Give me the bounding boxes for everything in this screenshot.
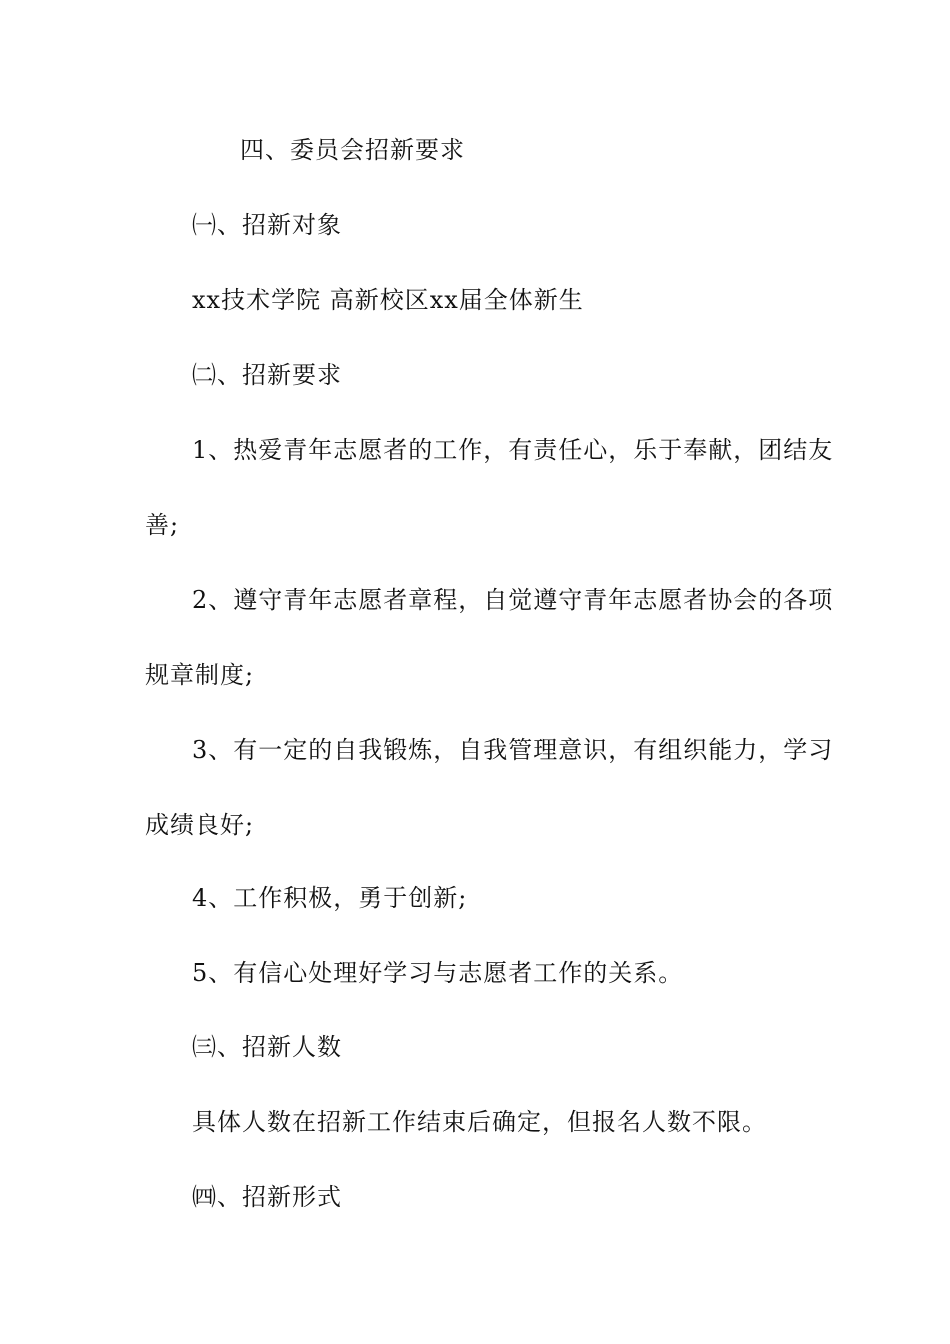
requirement-4: 4、工作积极，勇于创新; xyxy=(192,884,468,912)
requirement-5: 5、有信心处理好学习与志愿者工作的关系。 xyxy=(192,959,684,987)
subsection-heading-2: ㈡、招新要求 xyxy=(192,361,342,389)
subsection-heading-1: ㈠、招新对象 xyxy=(192,211,342,239)
requirement-1-line-2: 善; xyxy=(145,511,180,539)
recruit-count-text: 具体人数在招新工作结束后确定，但报名人数不限。 xyxy=(192,1108,767,1136)
requirement-2-line-1: 2、遵守青年志愿者章程，自觉遵守青年志愿者协会的各项 xyxy=(192,586,834,614)
subsection-heading-3: ㈢、招新人数 xyxy=(192,1033,342,1061)
requirement-2-line-2: 规章制度; xyxy=(145,661,255,689)
requirement-1-line-1: 1、热爱青年志愿者的工作，有责任心，乐于奉献，团结友 xyxy=(192,436,834,464)
subsection-heading-4: ㈣、招新形式 xyxy=(192,1183,342,1211)
requirement-3-line-1: 3、有一定的自我锻炼，自我管理意识，有组织能力，学习 xyxy=(192,736,834,764)
requirement-3-line-2: 成绩良好; xyxy=(145,811,255,839)
recruit-target-text: xx技术学院 高新校区xx届全体新生 xyxy=(192,286,584,314)
section-title: 四、委员会招新要求 xyxy=(240,136,465,164)
